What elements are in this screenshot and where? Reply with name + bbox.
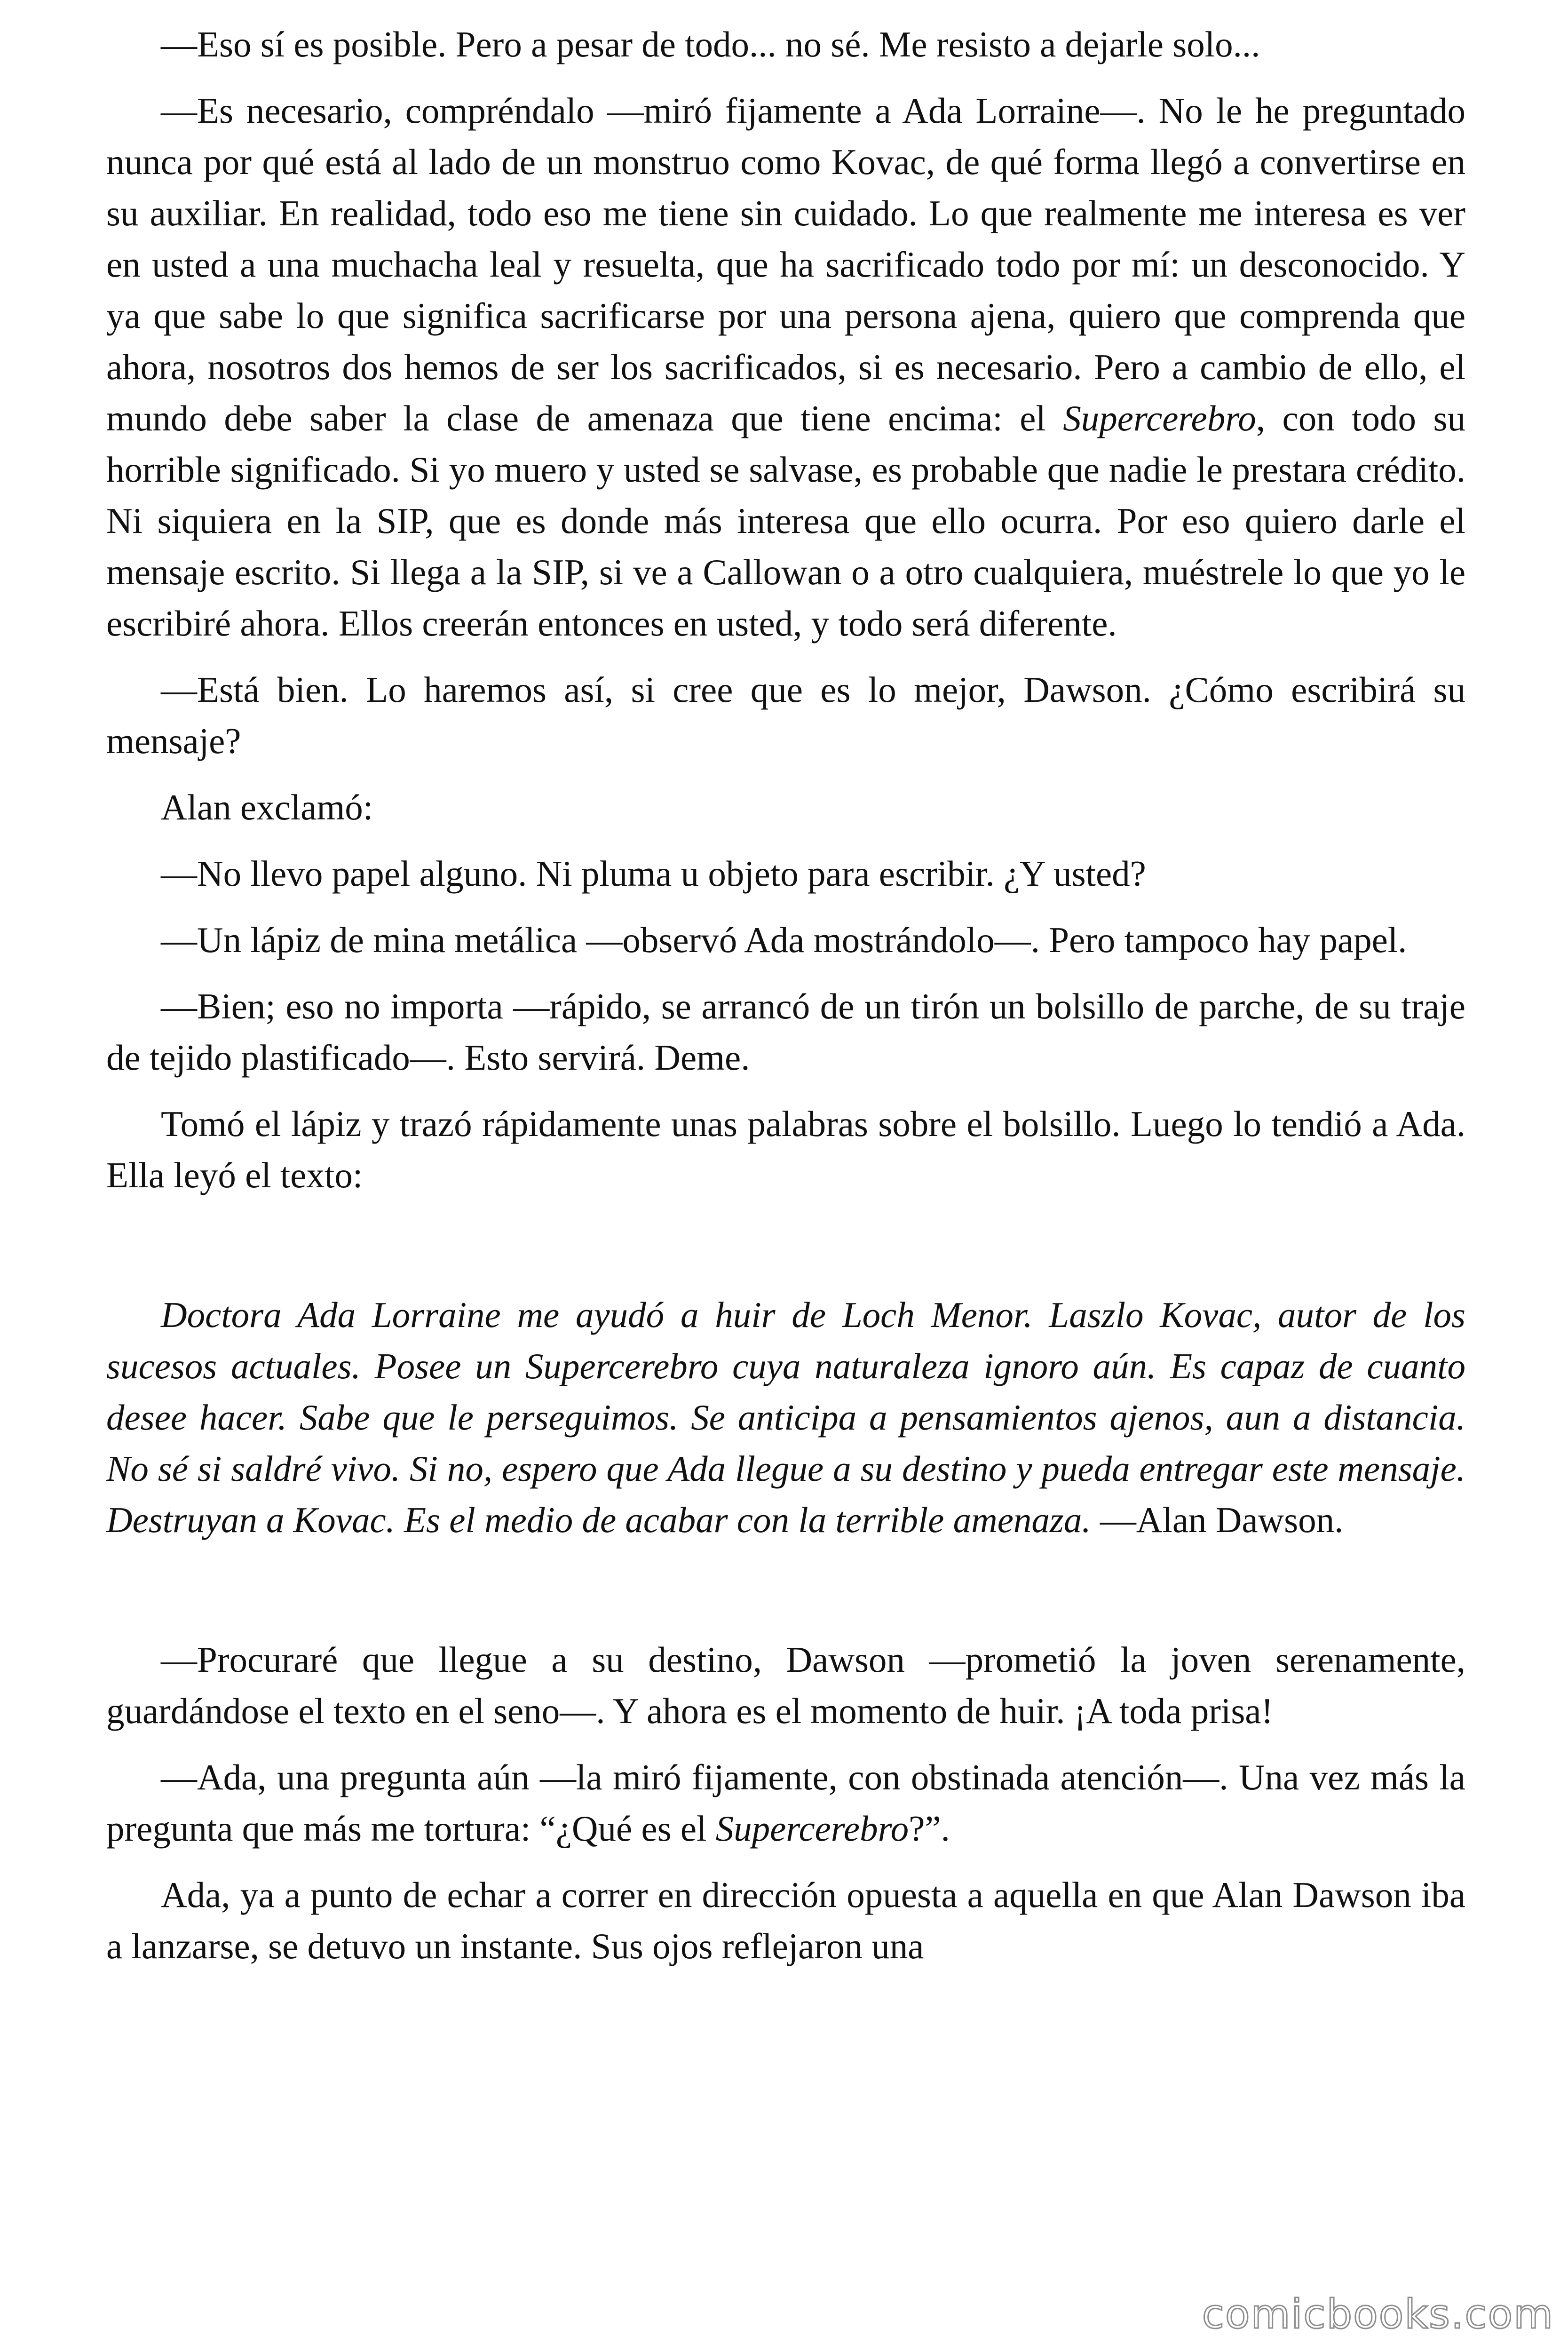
paragraph: —Un lápiz de mina metálica —observó Ada mostrándolo—. Pero tampoco hay papel. [161,920,1407,960]
paragraph-italic: Supercerebro [715,1808,909,1849]
paragraph: Tomó el lápiz y trazó rápidamente unas palabras sobre el bolsillo. Luego lo tendió a Ada. Ella leyó el texto: [106,1104,1465,1195]
quoted-message [106,1289,1465,1546]
paragraph-text: , con todo su horrible significado. Si yo muero y usted se salvase, es probable que nadie le prestara crédito. Ni siquiera en la SIP, que es donde más interesa que ello ocurra. Por eso quiero darle el mensaje escrito. Si llega a la SIP, si ve a Callowan o a otro cualquiera, muéstrele lo que yo le escribiré ahora. Ellos creerán entonces en usted, y todo será diferente. [106,398,1465,644]
paragraph: Alan exclamó: [161,787,373,827]
paragraph-text: —Ada, una pregunta aún —la miró fijamente, con obstinada atención—. Una vez más la pregunta que más me tortura: “¿Qué es el [106,1757,1465,1849]
page-text [106,19,1465,1972]
paragraph: —Está bien. Lo haremos así, si cree que es lo mejor, Dawson. ¿Cómo escribirá su mensaje? [106,669,1465,761]
paragraph-text: ?”. [909,1808,950,1849]
quoted-message-text: Doctora Ada Lorraine me ayudó a huir de Loch Menor. Laszlo Kovac, autor de los sucesos actuales. Posee un Supercerebro cuya naturaleza ignoro aún. Es capaz de cuanto desee hacer. Sabe que le perseguimos. Se anticipa a pensamientos ajenos, aun a distancia. No sé si saldré vivo. Si no, espero que Ada llegue a su destino y pueda entregar este mensaje. Destruyan a Kovac. Es el medio de acabar con la terrible amenaza. [106,1295,1465,1540]
paragraph [106,1752,1465,1854]
paragraph-text: —Es necesario, compréndalo —miró fijamente a Ada Lorraine—. No le he preguntado nunca por qué está al lado de un monstruo como Kovac, de qué forma llegó a convertirse en su auxiliar. En realidad, todo eso me tiene sin cuidado. Lo que realmente me interesa es ver en usted a una muchacha leal y resuelta, que ha sacrificado todo por mí: un desconocido. Y ya que sabe lo que significa sacrificarse por una persona ajena, quiero que comprenda que ahora, nosotros dos hemos de ser los sacrificados, si es necesario. Pero a cambio de ello, el mundo debe saber la clase de amenaza que tiene encima: el [106,90,1465,438]
paragraph: —Eso sí es posible. Pero a pesar de todo... no sé. Me resisto a dejarle solo... [161,24,1260,64]
paragraph: —Bien; eso no importa —rápido, se arrancó de un tirón un bolsillo de parche, de su traje de tejido plastificado—. Esto servirá. Deme. [106,986,1465,1078]
quoted-message-signature: —Alan Dawson. [1091,1500,1344,1540]
paragraph: Ada, ya a punto de echar a correr en dirección opuesta a aquella en que Alan Dawson iba a lanzarse, se detuvo un instante. Sus ojos reflejaron una [106,1875,1465,1966]
paragraph: —Procuraré que llegue a su destino, Dawson —prometió la joven serenamente, guardándose el texto en el seno—. Y ahora es el momento de huir. ¡A toda prisa! [106,1639,1465,1731]
paragraph [106,85,1465,649]
paragraph: —No llevo papel alguno. Ni pluma u objeto para escribir. ¿Y usted? [161,853,1146,894]
watermark: comicbooks.com [1202,2291,1554,2338]
paragraph-italic: Supercerebro [1063,398,1256,438]
